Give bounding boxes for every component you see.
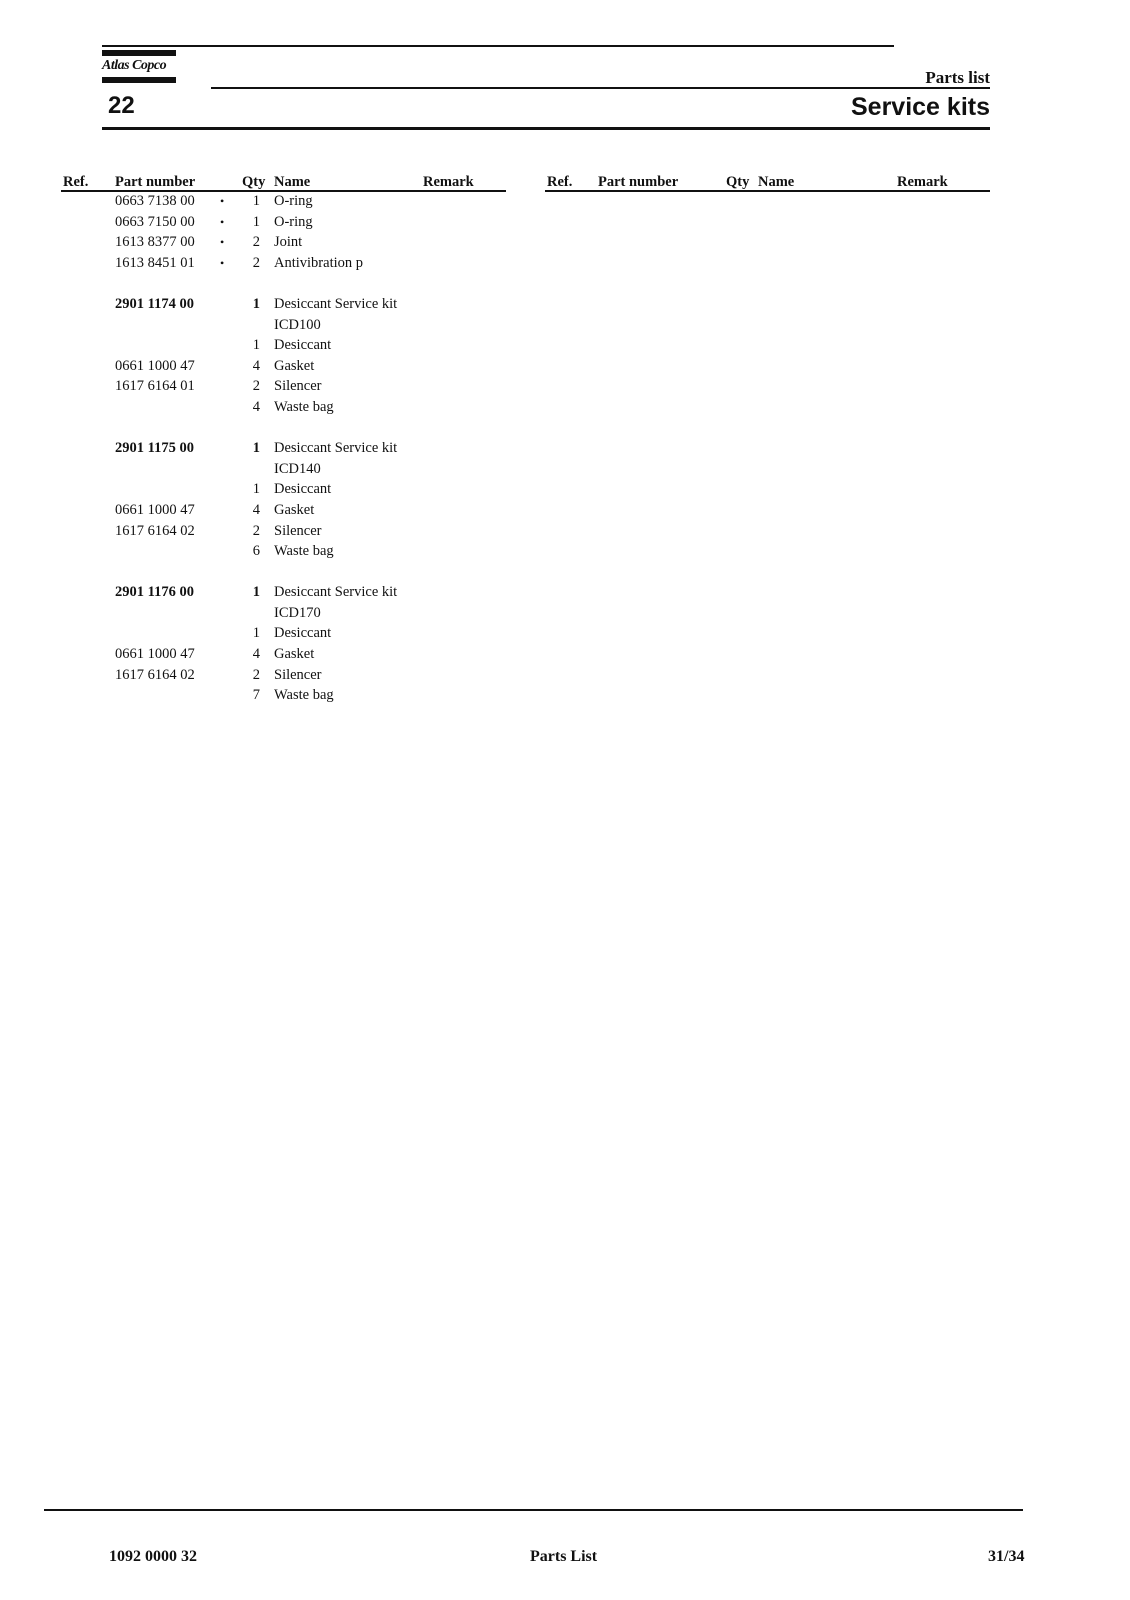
qty-cell: 2 <box>252 666 260 683</box>
table-row <box>0 212 520 233</box>
table-row <box>0 665 520 686</box>
part-number-cell: 1613 8451 01 <box>115 254 195 271</box>
row-spacer <box>0 418 520 439</box>
right-col-name: Name <box>758 174 795 190</box>
kit-row <box>0 438 520 459</box>
table-row <box>0 644 520 665</box>
part-number-cell: 2901 1176 00 <box>115 584 194 601</box>
left-col-part-number: Part number <box>115 174 196 190</box>
bullet-marker: • <box>220 235 225 250</box>
left-col-name: Name <box>274 174 311 190</box>
part-number-cell: 0663 7150 00 <box>115 213 195 230</box>
atlas-copco-logo <box>102 48 176 88</box>
right-col-qty: Qty <box>726 174 750 190</box>
parts-table <box>0 191 520 706</box>
left-col-qty: Qty <box>242 174 266 190</box>
right-header-rule <box>545 190 990 192</box>
name-cell: Desiccant <box>274 481 332 498</box>
qty-cell: 1 <box>252 481 260 498</box>
header-bottom-rule <box>102 127 990 130</box>
document-type: Parts list <box>925 68 990 87</box>
name-cell: O-ring <box>274 193 313 209</box>
table-row <box>0 397 520 418</box>
name-cell: Desiccant Service kit <box>274 440 398 457</box>
name-cell: Desiccant <box>274 337 332 354</box>
qty-cell: 2 <box>252 254 260 271</box>
table-row <box>0 541 520 562</box>
qty-cell: 1 <box>252 193 260 209</box>
qty-cell: 4 <box>252 357 260 374</box>
name-cell: Gasket <box>274 501 315 518</box>
name-cell: Silencer <box>274 522 322 539</box>
table-row <box>0 315 520 336</box>
name-cell: Silencer <box>274 378 322 395</box>
name-cell: Silencer <box>274 666 322 683</box>
left-col-ref: Ref. <box>63 174 89 190</box>
part-number-cell: 0661 1000 47 <box>115 646 195 663</box>
part-number-cell: 1617 6164 02 <box>115 666 195 683</box>
left-col-remark: Remark <box>423 174 474 190</box>
qty-cell: 1 <box>252 213 260 230</box>
footer-doc-number: 1092 0000 32 <box>109 1548 197 1565</box>
qty-cell: 2 <box>252 522 260 539</box>
footer-rule <box>44 1509 1023 1511</box>
qty-cell: 4 <box>252 646 260 663</box>
name-cell: Waste bag <box>274 687 334 704</box>
part-number-cell: 1617 6164 02 <box>115 522 195 539</box>
qty-cell: 4 <box>252 501 260 518</box>
table-row <box>0 335 520 356</box>
right-col-ref: Ref. <box>547 174 573 190</box>
table-row <box>0 500 520 521</box>
part-number-cell: 0661 1000 47 <box>115 357 195 374</box>
table-row <box>0 623 520 644</box>
table-row <box>0 479 520 500</box>
row-spacer <box>0 562 520 583</box>
right-col-part-number: Part number <box>598 174 679 190</box>
name-cell: O-ring <box>274 213 313 230</box>
qty-cell: 1 <box>252 625 260 642</box>
part-number-cell: 0661 1000 47 <box>115 501 195 518</box>
qty-cell: 1 <box>252 295 260 312</box>
name-cell: Desiccant Service kit <box>274 295 398 312</box>
name-cell: Gasket <box>274 357 315 374</box>
table-row <box>0 603 520 624</box>
bullet-marker: • <box>220 214 225 229</box>
part-number-cell: 1613 8377 00 <box>115 234 195 251</box>
table-row <box>0 232 520 253</box>
name-cell: ICD170 <box>274 604 321 621</box>
footer-title: Parts List <box>530 1548 598 1565</box>
name-cell: ICD100 <box>274 316 321 333</box>
name-cell: Desiccant Service kit <box>274 584 398 601</box>
table-row <box>0 521 520 542</box>
name-cell: Antivibration p <box>274 254 364 271</box>
kit-row <box>0 582 520 603</box>
table-row <box>0 253 520 274</box>
header-mid-rule <box>211 87 990 89</box>
table-row <box>0 685 520 706</box>
qty-cell: 4 <box>252 398 260 415</box>
part-number-cell: 0663 7138 00 <box>115 193 195 209</box>
table-row <box>0 191 520 212</box>
logo-wordmark: Atlas Copco <box>102 58 167 73</box>
part-number-cell: 1617 6164 01 <box>115 378 195 395</box>
footer-page-number: 31/34 <box>988 1548 1025 1565</box>
page-title: Service kits <box>851 93 990 121</box>
bullet-marker: • <box>220 194 225 208</box>
row-spacer <box>0 273 520 294</box>
qty-cell: 2 <box>252 234 260 251</box>
qty-cell: 2 <box>252 378 260 395</box>
name-cell: Waste bag <box>274 543 334 560</box>
name-cell: Waste bag <box>274 398 334 415</box>
name-cell: ICD140 <box>274 460 321 477</box>
qty-cell: 1 <box>252 584 260 601</box>
table-row <box>0 376 520 397</box>
table-row <box>0 459 520 480</box>
name-cell: Desiccant <box>274 625 332 642</box>
qty-cell: 1 <box>252 440 260 457</box>
header-top-rule <box>102 45 894 47</box>
bullet-marker: • <box>220 255 225 270</box>
right-col-remark: Remark <box>897 174 948 190</box>
part-number-cell: 2901 1175 00 <box>115 440 194 457</box>
qty-cell: 7 <box>252 687 260 704</box>
section-number: 22 <box>108 92 135 119</box>
table-row <box>0 356 520 377</box>
kit-row <box>0 294 520 315</box>
part-number-cell: 2901 1174 00 <box>115 295 194 312</box>
name-cell: Gasket <box>274 646 315 663</box>
qty-cell: 1 <box>252 337 260 354</box>
qty-cell: 6 <box>252 543 260 560</box>
name-cell: Joint <box>274 234 303 251</box>
